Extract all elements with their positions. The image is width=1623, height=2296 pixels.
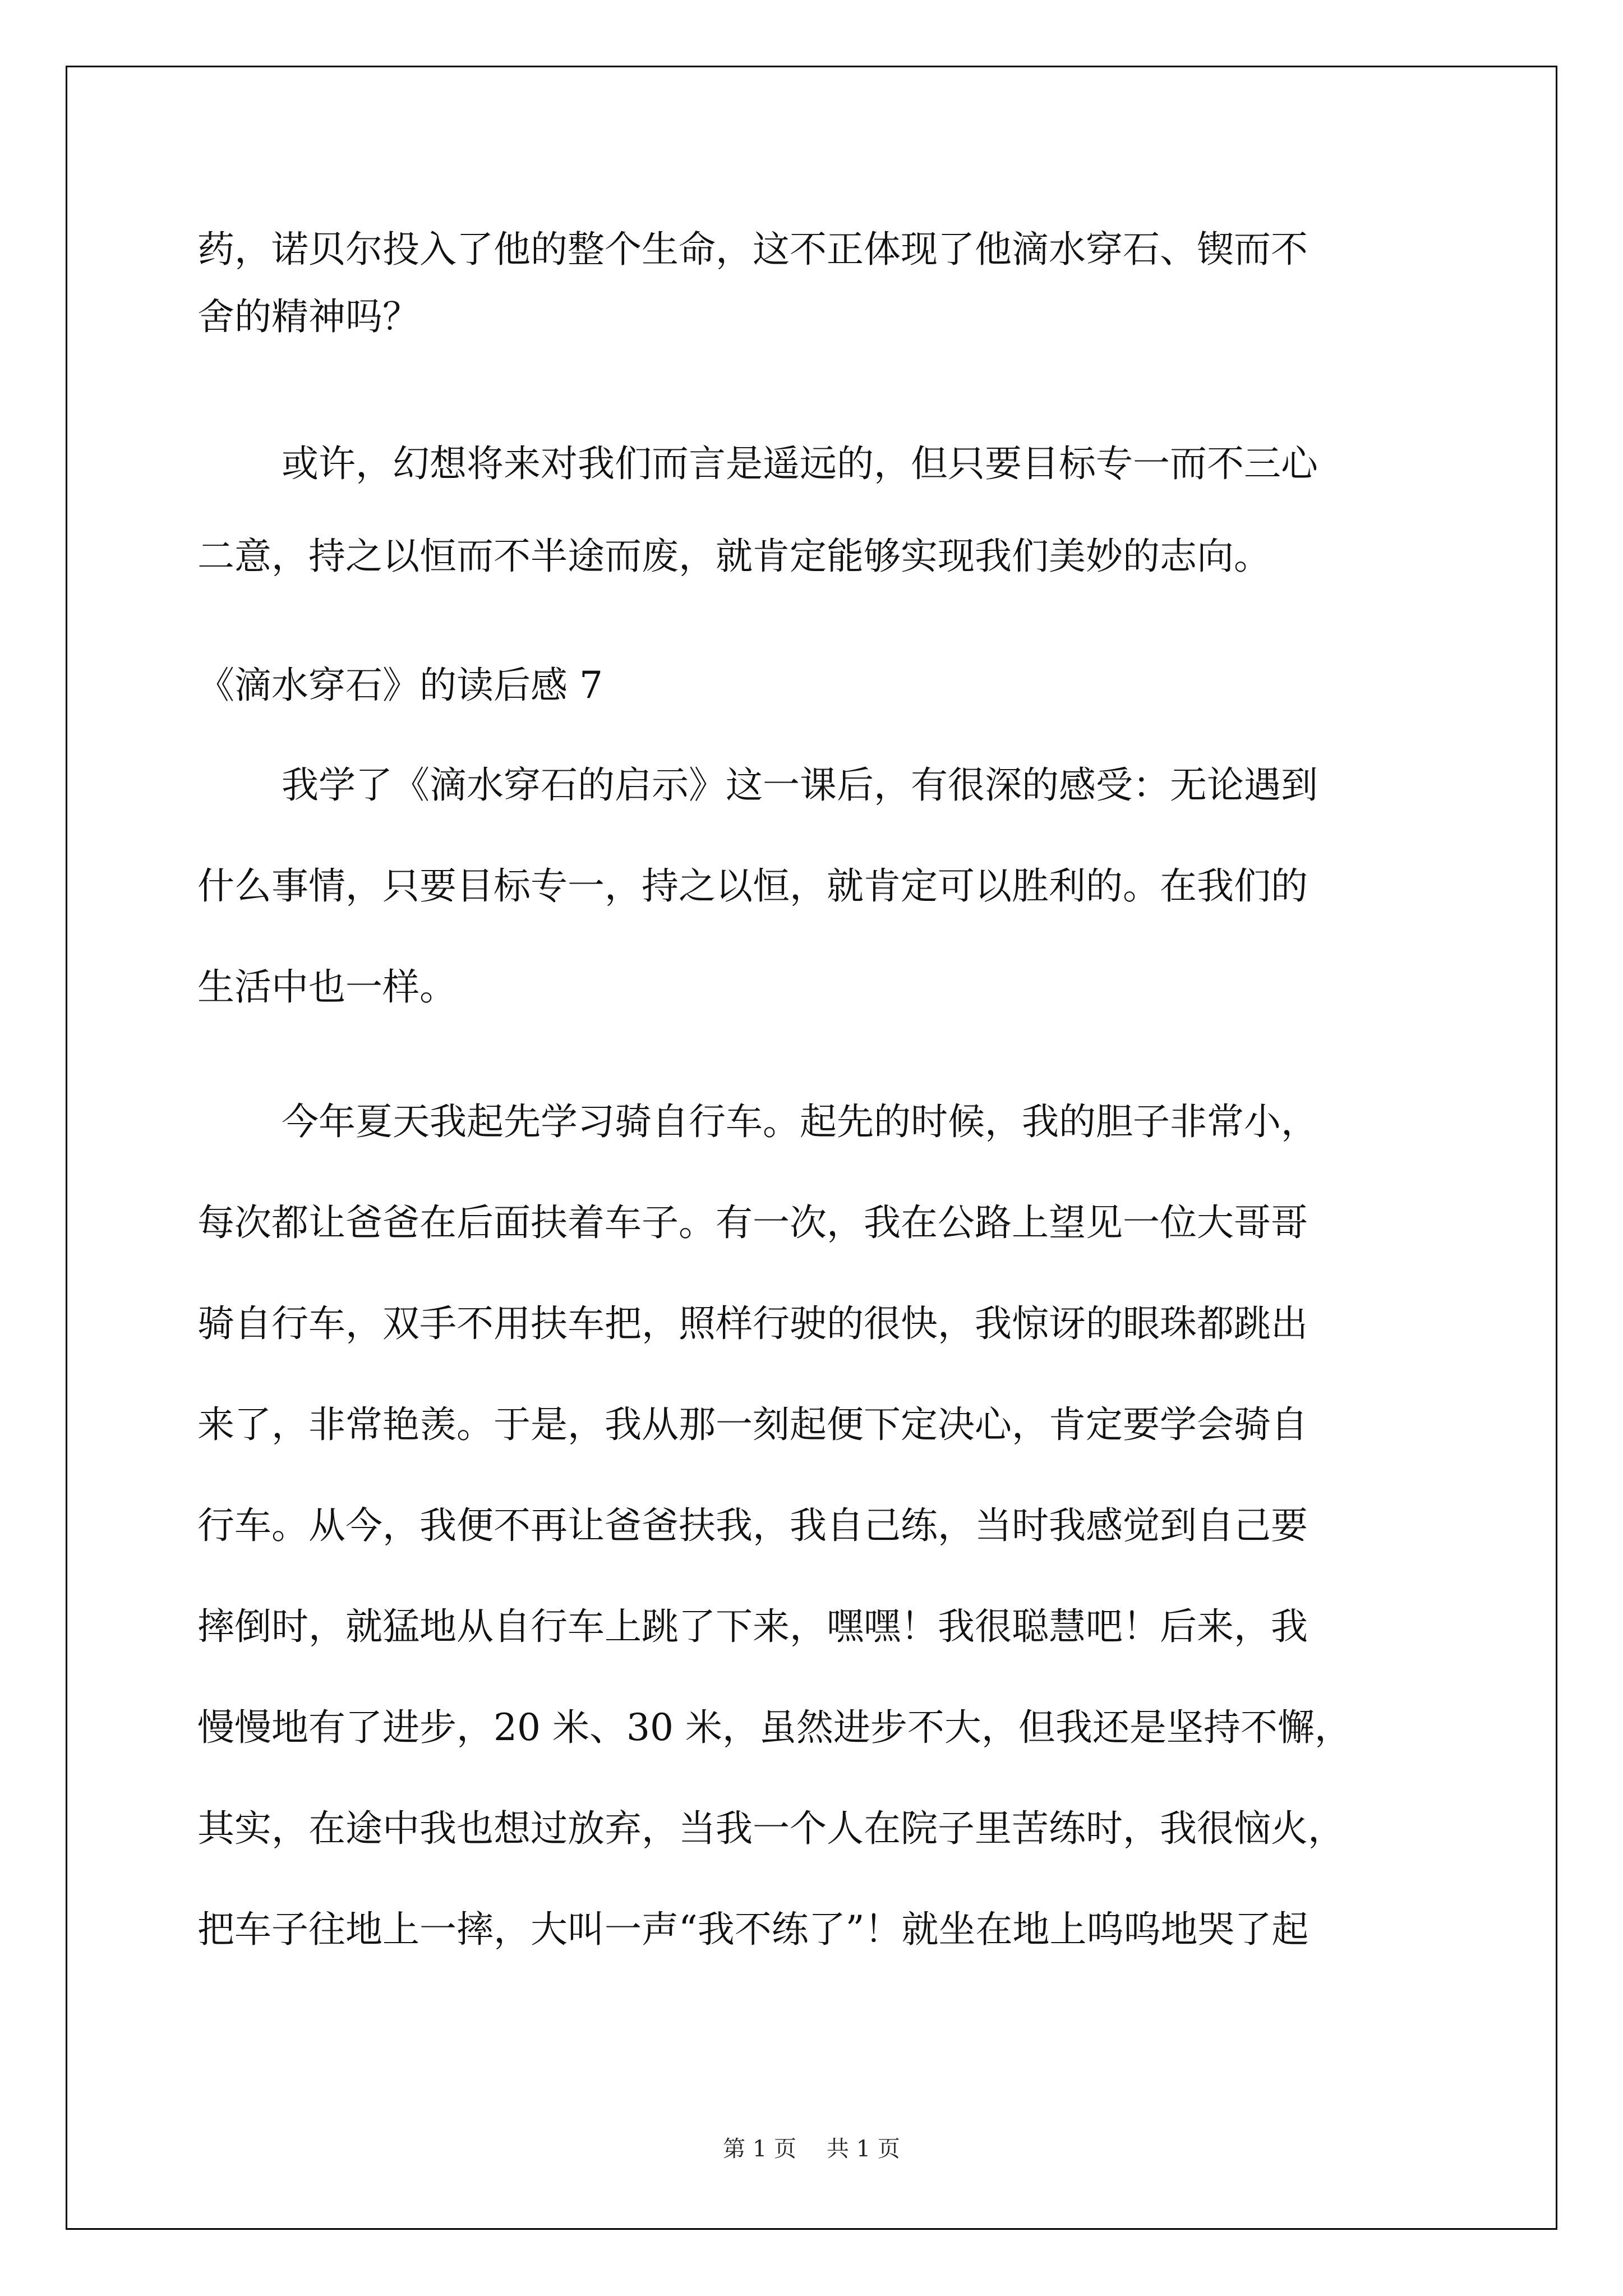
text-line-11: 骑自行车，双手不用扶车把，照样行驶的很快，我惊讶的眼珠都跳出 [197,1302,1308,1345]
text-line-10: 每次都让爸爸在后面扶着车子。有一次，我在公路上望见一位大哥哥 [197,1201,1308,1244]
text-line-17: 把车子往地上一摔，大叫一声“我不练了”！就坐在地上呜呜地哭了起 [197,1908,1309,1951]
text-line-7: 什么事情，只要目标专一，持之以恒，就肯定可以胜利的。在我们的 [197,864,1308,908]
text-line-13: 行车。从今，我便不再让爸爸扶我，我自己练，当时我感觉到自己要 [197,1504,1308,1547]
text-line-3: 或许，幻想将来对我们而言是遥远的，但只要目标专一而不三心 [282,442,1318,485]
page-total: 共 1 页 [827,2136,900,2162]
section-title: 《滴水穿石》的读后感 7 [197,664,603,707]
text-line-9: 今年夏天我起先学习骑自行车。起先的时候，我的胆子非常小， [282,1100,1318,1143]
page-footer [0,2135,1623,2163]
page-number: 第 1 页 [723,2136,796,2162]
text-line-15: 慢慢地有了进步，20 米、30 米，虽然进步不大，但我还是坚持不懈， [197,1706,1352,1749]
text-line-6: 我学了《滴水穿石的启示》这一课后，有很深的感受：无论遇到 [282,763,1318,807]
text-line-12: 来了，非常艳羡。于是，我从那一刻起便下定决心，肯定要学会骑自 [197,1403,1308,1446]
text-line-4: 二意，持之以恒而不半途而废，就肯定能够实现我们美妙的志向。 [197,535,1271,578]
text-line-16: 其实，在途中我也想过放弃，当我一个人在院子里苦练时，我很恼火， [197,1807,1345,1850]
text-line-2: 舍的精神吗？ [197,295,419,338]
text-line-14: 摔倒时，就猛地从自行车上跳了下来，嘿嘿！我很聪慧吧！后来，我 [197,1605,1308,1648]
text-line-8: 生活中也一样。 [197,965,457,1009]
text-line-1: 药，诺贝尔投入了他的整个生命，这不正体现了他滴水穿石、锲而不 [197,228,1308,271]
